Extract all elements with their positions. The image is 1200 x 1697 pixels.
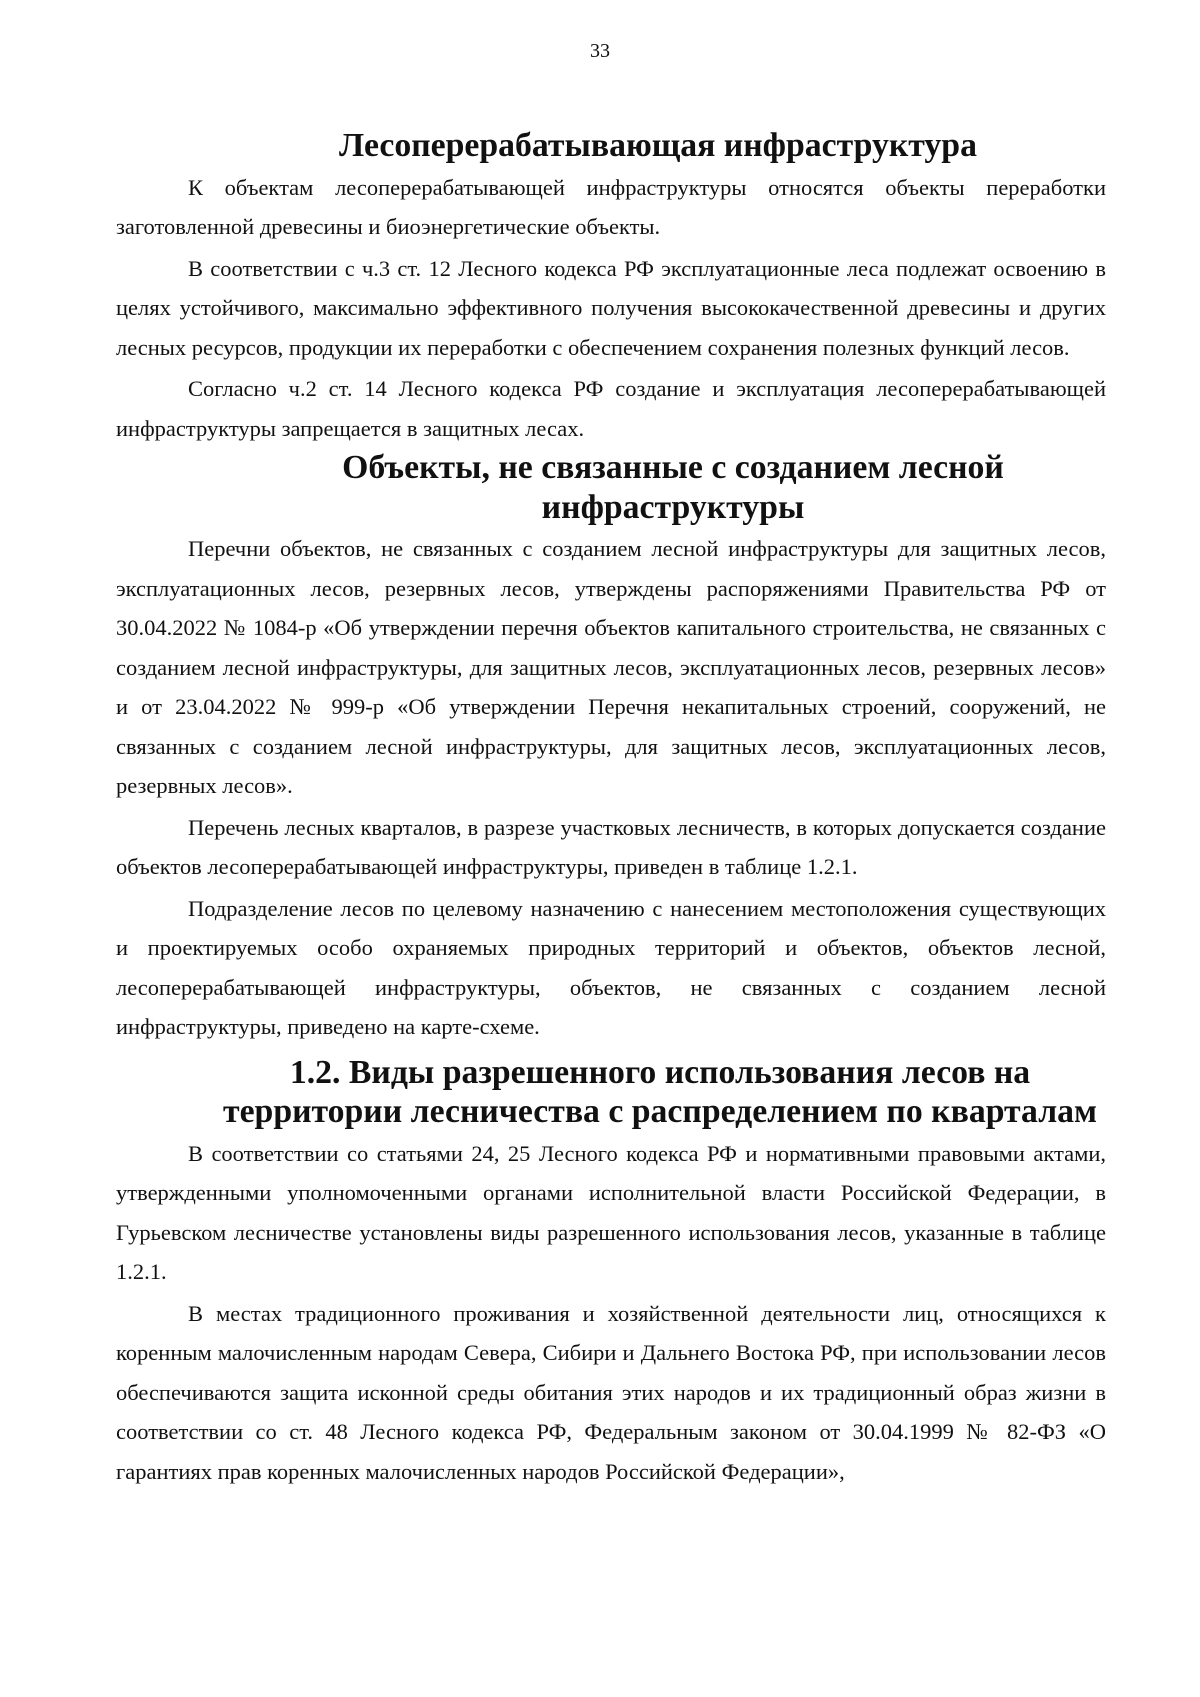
paragraph: Перечни объектов, не связанных с созданием лесной инфраструктуры для защитных лесов, эксплуатационных лесов, резервных лесов, утверждены распоряжениями Правительства РФ от 30.04.2022 № 1084-р «Об утверждении перечня объектов капитального строительства, не связанных с созданием лесной инфраструктуры, для защитных лесов, эксплуатационных лесов, резервных лесов» и от 23.04.2022 № 999-р «Об утверждении Перечня некапитальных строений, сооружений, не связанных с созданием лесной инфраструктуры, для защитных лесов, эксплуатационных лесов, резервных лесов».: [116, 536, 1106, 798]
section-obekty-ne-svyazannye: [116, 448, 1106, 1047]
page-content: [116, 120, 1106, 1491]
section-heading: Объекты, не связанные с созданием лесной инфраструктуры: [342, 449, 1004, 526]
paragraph: В соответствии со статьями 24, 25 Лесного кодекса РФ и нормативными правовыми актами, утвержденными уполномоченными органами исполнительной власти Российской Федерации, в Гурьевском лесничестве установлены виды разрешенного использования лесов, указанные в таблице 1.2.1.: [116, 1140, 1106, 1284]
page-number: 33: [590, 40, 610, 62]
paragraph: В местах традиционного проживания и хозяйственной деятельности лиц, относящихся к коренным малочисленным народам Севера, Сибири и Дальнего Востока РФ, при использовании лесов обеспечиваются защита исконной среды обитания этих народов и их традиционный образ жизни в соответствии со ст. 48 Лесного кодекса РФ, Федеральным законом от 30.04.1999 № 82-ФЗ «О гарантиях прав коренных малочисленных народов Российской Федерации»,: [116, 1300, 1106, 1484]
section-heading: Лесоперерабатывающая инфраструктура: [339, 127, 977, 164]
chapter-heading: 1.2. Виды разрешенного использования лесов на территории лесничества с распределением по кварталам: [222, 1053, 1098, 1130]
section-lesopererabatyvayushchaya-infrastruktura: [116, 120, 1106, 448]
paragraph: Подразделение лесов по целевому назначению с нанесением местоположения существующих и проектируемых особо охраняемых природных территорий и объектов, объектов лесной, лесоперерабатывающей инфраструктуры, объектов, не связанных с созданием лесной инфраструктуры, приведено на карте-схеме.: [116, 895, 1106, 1039]
paragraph: Согласно ч.2 ст. 14 Лесного кодекса РФ создание и эксплуатация лесоперерабатывающей инфраструктуры запрещается в защитных лесах.: [116, 376, 1106, 441]
paragraph: В соответствии с ч.3 ст. 12 Лесного кодекса РФ эксплуатационные леса подлежат освоению в целях устойчивого, максимально эффективного получения высококачественной древесины и других лесных ресурсов, продукции их переработки с обеспечением сохранения полезных функций лесов.: [116, 255, 1106, 360]
section-1-2-vidy-ispolzovaniya: [116, 1053, 1106, 1492]
paragraph: Перечень лесных кварталов, в разрезе участковых лесничеств, в которых допускается создание объектов лесоперерабатывающей инфраструктуры, приведен в таблице 1.2.1.: [116, 814, 1106, 879]
paragraph: К объектам лесоперерабатывающей инфраструктуры относятся объекты переработки заготовленной древесины и биоэнергетические объекты.: [116, 174, 1106, 239]
